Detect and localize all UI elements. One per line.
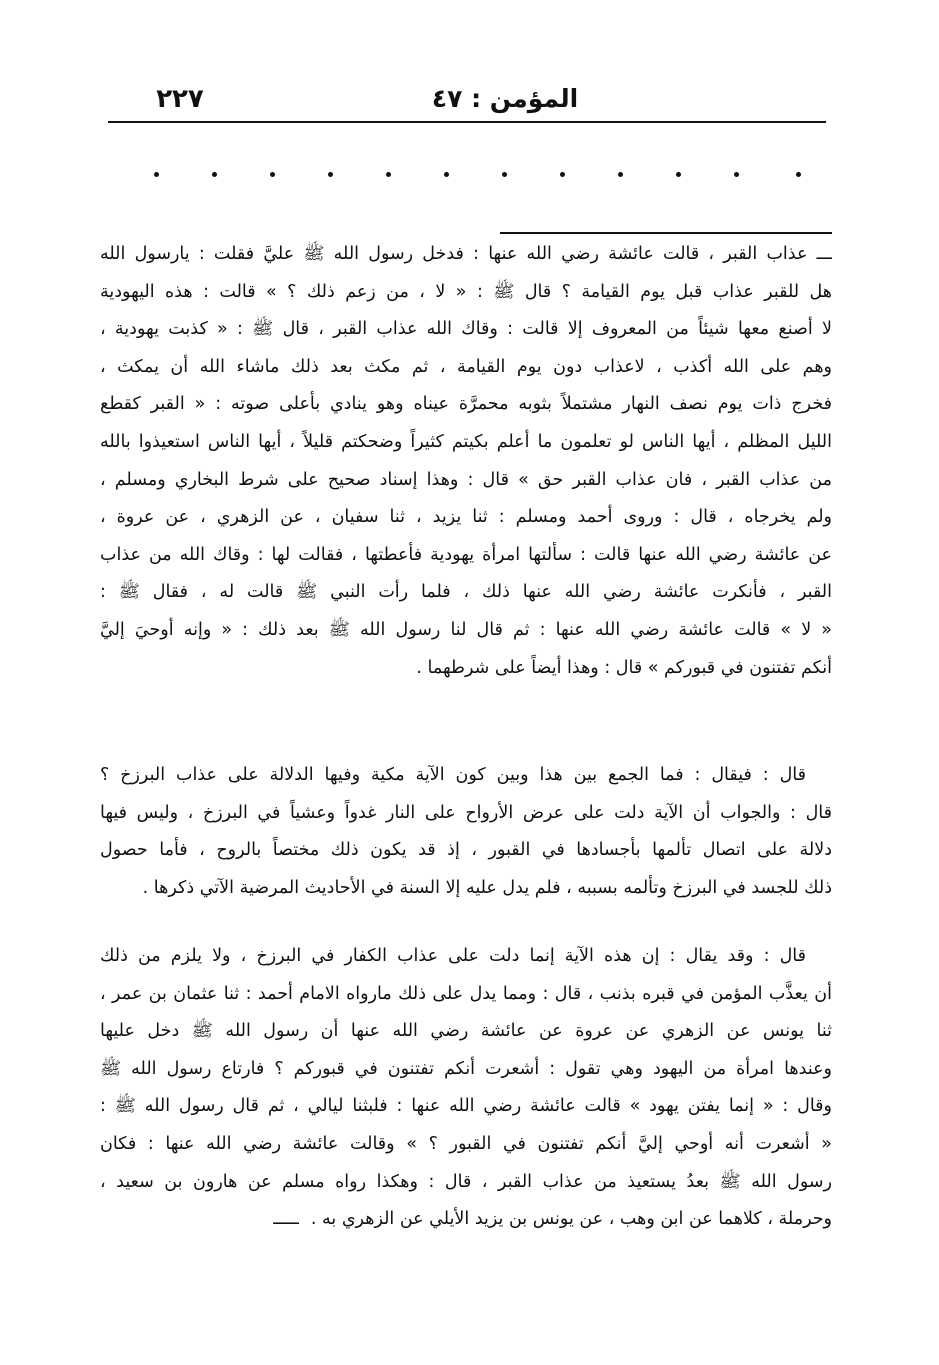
dot xyxy=(444,172,449,177)
text-line: وعندها امرأة من اليهود وهي تقول : أشعرت أنكم تفتنون في قبوركم ؟ فارتاع رسول الله ﷺ xyxy=(100,1058,832,1079)
text-line-final xyxy=(100,1201,832,1239)
dot xyxy=(796,172,801,177)
page-number: ٢٢٧ xyxy=(156,84,204,114)
text-line: قال : وقد يقال : إن هذه الآية إنما دلت على عذاب الكفار في البرزخ ، ولا يلزم من ذلك xyxy=(100,946,806,966)
text-line: الليل المظلم ، أيها الناس لو تعلمون ما أعلم بكيتم كثيراً وضحكتم قليلاً ، أيها الناس استعيذوا بالله xyxy=(100,431,832,452)
text-line: القبر ، فأنكرت عائشة رضي الله عنها ذلك ، فلما رأت النبي ﷺ قالت له ، فقال ﷺ : xyxy=(100,582,832,603)
dot xyxy=(270,172,275,177)
dot xyxy=(386,172,391,177)
text-line: ذلك للجسد في البرزخ وتألمه بسببه ، فلم يدل عليه إلا السنة في الأحاديث المرضية الآتي ذكرها . xyxy=(142,877,832,898)
dot xyxy=(502,172,507,177)
dot xyxy=(328,172,333,177)
text-line: عن عائشة رضي الله عنها قالت : سألتها امرأة يهودية فأعطتها ، فقالت لها : وقاك الله من عذاب xyxy=(100,544,832,565)
text-line: ولم يخرجاه ، قال : وروى أحمد ومسلم : ثنا يزيد ، ثنا سفيان ، عن الزهري ، عن عروة ، xyxy=(100,507,832,528)
text-line: « لا » قالت عائشة رضي الله عنها : ثم قال لنا رسول الله ﷺ بعد ذلك : « وإنه أوحيَ إليَّ xyxy=(100,619,832,640)
ellipsis-dots-row xyxy=(140,162,820,192)
dot xyxy=(734,172,739,177)
text-line: ـــ عذاب القبر ، قالت عائشة رضي الله عنها : فدخل رسول الله ﷺ عليَّ فقلت : يارسول الله xyxy=(100,244,832,264)
text-line: رسول الله ﷺ بعدُ يستعيذ من عذاب القبر ، قال : وهكذا رواه مسلم عن هارون بن سعيد ، xyxy=(100,1171,832,1192)
text-line: لا أصنع معها شيئاً من المعروف إلا قالت : وقاك الله عذاب القبر ، قال ﷺ : « كذبت يهودية ، xyxy=(100,319,832,340)
end-dash: ـــــ xyxy=(273,1209,299,1230)
header-rule xyxy=(108,121,826,123)
dot xyxy=(618,172,623,177)
text-line: وحرملة ، كلاهما عن ابن وهب ، عن يونس بن يزيد الأيلي عن الزهري به . xyxy=(310,1209,832,1230)
dot xyxy=(154,172,159,177)
text-line: هل للقبر عذاب قبل يوم القيامة ؟ قال ﷺ : « لا ، من زعم ذلك ؟ » قالت : هذه اليهودية xyxy=(100,281,832,302)
text-line: من عذاب القبر ، فان عذاب القبر حق » قال : وهذا إسناد صحيح على شرط البخاري ومسلم ، xyxy=(100,469,832,490)
dot xyxy=(676,172,681,177)
text-line: دلالة على اتصال تألمها بأجسادها في القبور ، إذ قد يكون ذلك مختصاً بالروح ، فأما حصول xyxy=(100,840,832,861)
text-line: ثنا يونس عن الزهري عن عروة عن عائشة رضي الله عنها أن رسول الله ﷺ دخل عليها xyxy=(100,1021,832,1042)
dot xyxy=(212,172,217,177)
text-line: قال : والجواب أن الآية دلت على عرض الأرواح على النار غدواً وعشياً في البرزخ ، وليس فيها xyxy=(100,802,832,823)
paragraph-2 xyxy=(100,757,832,907)
text-line: « أشعرت أنه أوحي إليَّ أنكم تفتنون في القبور ؟ » وقالت عائشة رضي الله عنها : فكان xyxy=(100,1133,832,1154)
paragraph-1 xyxy=(100,236,832,687)
text-line: أنكم تفتنون في قبوركم » قال : وهذا أيضاً على شرطهما . xyxy=(416,657,832,678)
text-line: أن يعذَّب المؤمن في قبره بذنب ، قال : ومما يدل على ذلك مارواه الامام أحمد : ثنا عثمان بن عمر ، xyxy=(100,983,832,1004)
text-line: وقال : « إنما يفتن يهود » قالت عائشة رضي الله عنها : فلبثنا ليالي ، ثم قال رسول الله ﷺ : xyxy=(100,1096,832,1117)
text-line: قال : فيقال : فما الجمع بين هذا وبين كون الآية مكية وفيها الدلالة على عذاب البرزخ ؟ xyxy=(100,765,806,785)
text-line: وهم على الله أكذب ، لاعذاب دون يوم القيامة ، ثم مكث بعد ذلك ماشاء الله أن يمكث ، xyxy=(100,356,832,377)
text-line: فخرج ذات يوم نصف النهار مشتملاً بثوبه محمرَّة عيناه وهو ينادي بأعلى صوته : « القبر كقطع xyxy=(100,394,832,415)
dot xyxy=(560,172,565,177)
paragraph-3 xyxy=(100,938,832,1239)
separator-rule xyxy=(500,232,832,234)
running-title: المؤمن : ٤٧ xyxy=(431,84,579,113)
